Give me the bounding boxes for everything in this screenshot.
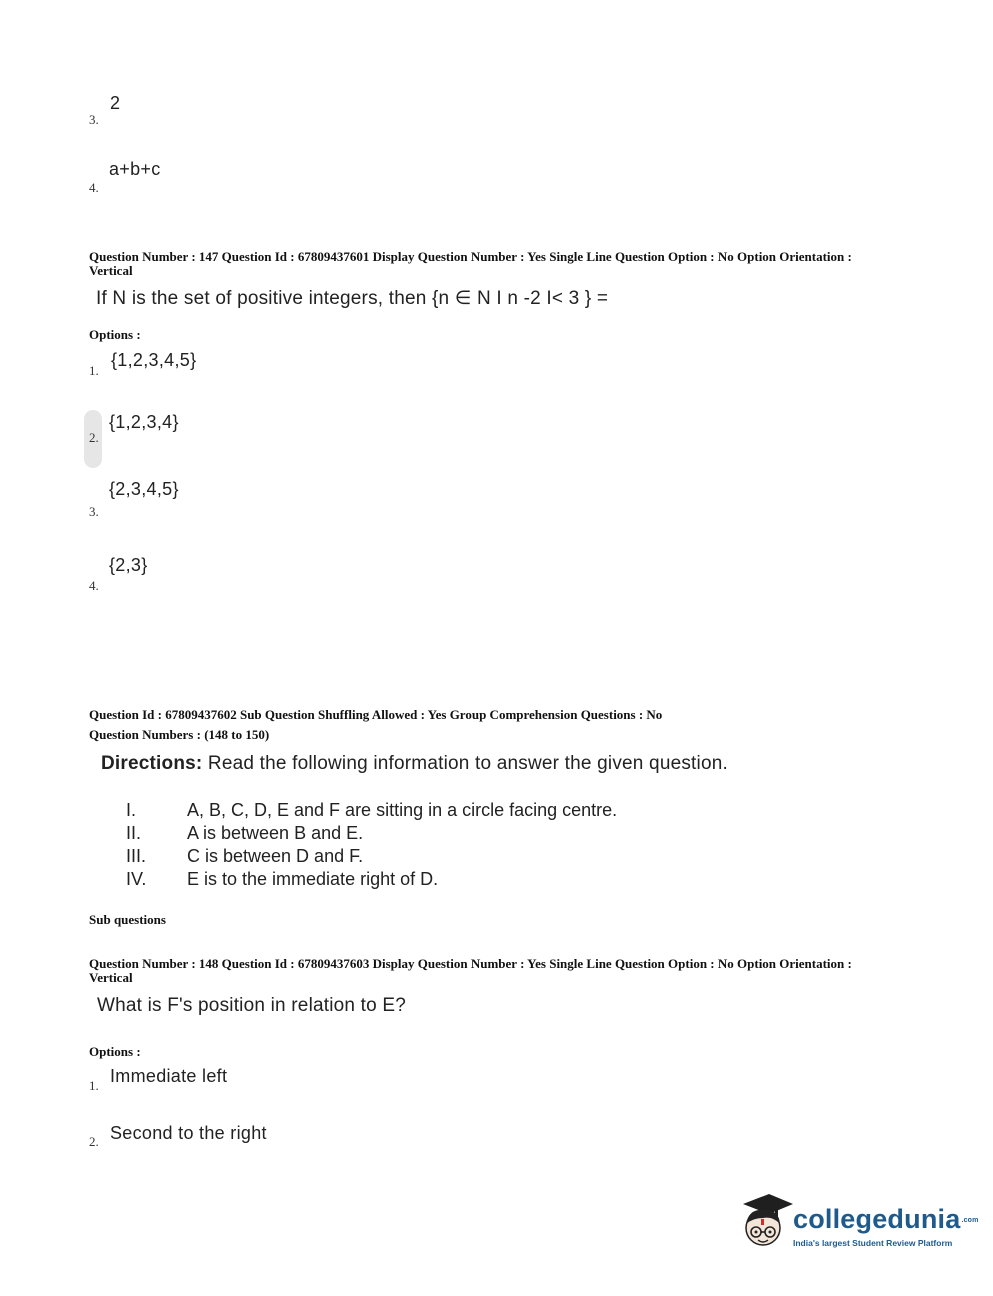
- logo-tagline: India's largest Student Review Platform: [793, 1238, 953, 1248]
- question-147-text: If N is the set of positive integers, then {n ∈ N I n -2 I< 3 } =: [96, 288, 609, 309]
- directions: [101, 753, 728, 775]
- option-3-number: 3.: [89, 112, 99, 127]
- statement-3-roman: III.: [126, 846, 147, 866]
- statement-2-text: A is between B and E.: [187, 823, 364, 843]
- logo-suffix: .com: [961, 1217, 979, 1225]
- q147-option-2-text[interactable]: {1,2,3,4}: [109, 412, 179, 432]
- statement-1-roman: I.: [126, 800, 137, 820]
- directions-label: Directions:: [101, 753, 203, 774]
- mascot-icon: [735, 1190, 795, 1260]
- question-148-meta: Question Number : 148 Question Id : 67809437603 Display Question Number : Yes Single Line Question Option : No Option Orientation : Vertical: [89, 956, 852, 985]
- sub-questions-label: Sub questions: [89, 912, 166, 927]
- statement-4-text: E is to the immediate right of D.: [187, 869, 439, 889]
- collegedunia-logo: [735, 1190, 979, 1260]
- q148-option-2-number: 2.: [89, 1134, 99, 1149]
- q148-option-2-text[interactable]: Second to the right: [110, 1123, 267, 1143]
- q147-option-3-number: 3.: [89, 504, 99, 519]
- question-147-meta: Question Number : 147 Question Id : 67809437601 Display Question Number : Yes Single Line Question Option : No Option Orientation : Vertical: [89, 249, 852, 278]
- option-4-text: a+b+c: [109, 159, 161, 179]
- question-148-options-label: Options :: [89, 1044, 141, 1059]
- statement-2-roman: II.: [126, 823, 142, 843]
- directions-text: Read the following information to answer the given question.: [202, 753, 728, 774]
- logo-wordmark: [793, 1204, 979, 1235]
- question-148-text: What is F's position in relation to E?: [97, 995, 407, 1016]
- q147-option-4-number: 4.: [89, 578, 99, 593]
- q147-option-2-number: 2.: [89, 430, 99, 445]
- group-meta-line-1: Question Id : 67809437602 Sub Question Shuffling Allowed : Yes Group Comprehension Questions : No: [89, 707, 663, 722]
- q147-option-4-text[interactable]: {2,3}: [109, 555, 148, 575]
- q148-option-1-text[interactable]: Immediate left: [110, 1066, 228, 1086]
- logo-name: collegedunia: [793, 1204, 961, 1234]
- group-meta-line-2: Question Numbers : (148 to 150): [89, 727, 270, 742]
- q148-option-1-number: 1.: [89, 1078, 99, 1093]
- statement-1-text: A, B, C, D, E and F are sitting in a circle facing centre.: [187, 800, 618, 820]
- q147-option-3-text[interactable]: {2,3,4,5}: [109, 479, 179, 499]
- q147-option-1-text[interactable]: {1,2,3,4,5}: [111, 350, 197, 370]
- option-4-number: 4.: [89, 180, 99, 195]
- statement-4-roman: IV.: [126, 869, 147, 889]
- option-3-text: 2: [110, 93, 121, 113]
- statement-3-text: C is between D and F.: [187, 846, 364, 866]
- question-147-options-label: Options :: [89, 327, 141, 342]
- q147-option-1-number: 1.: [89, 363, 99, 378]
